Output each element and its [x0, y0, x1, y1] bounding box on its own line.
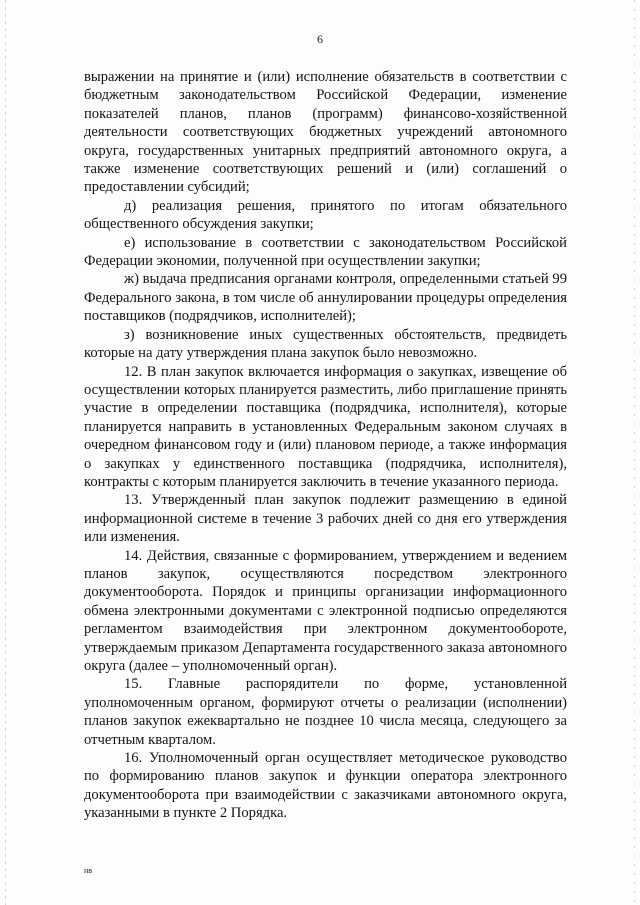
scan-edge-left	[5, 0, 6, 905]
scan-edge-right	[634, 0, 635, 905]
paragraph-clause-14: 14. Действия, связанные с формированием, утверждением и ведением планов закупок, осуществляются посредством электронного документооборота. Порядок и принципы организации информационного обмена электронными документами с электронной подписью определяются регламентом взаимодействия при электронном документообороте, утверждаемым приказом Департамента государственного заказа автономного округа (далее – уполномоченный орган).	[84, 547, 567, 674]
paragraph-item-d: д) реализация решения, принятого по итогам обязательного общественного обсуждения закупки;	[84, 197, 567, 233]
paragraph-clause-12: 12. В план закупок включается информация о закупках, извещение об осуществлении которых планируется разместить, либо приглашение принять участие в определении поставщика (подрядчика, исполнителя), которые планируется направить в установленных Федеральным законом случаях в очередном финансовом году и (или) плановом периоде, а также информация о закупках у единственного поставщика (подрядчика, исполнителя), контракты с которым планируется заключить в течение указанного периода.	[84, 363, 567, 490]
page-number: 6	[317, 32, 323, 46]
paragraph-clause-13: 13. Утвержденный план закупок подлежит размещению в единой информационной системе в течение 3 рабочих дней со дня его утверждения или изменения.	[84, 492, 567, 546]
paragraph-continuation: выражении на принятие и (или) исполнение обязательств в соответствии с бюджетным законодательством Российской Федерации, изменение показателей планов, планов (программ) финансово-хозяйственной деятельности соответствующих бюджетных учреждений автономного округа, государственных унитарных предприятий автономного округа, а также изменение соответствующих решений и (или) соглашений о предоставлении субсидий;	[84, 69, 567, 196]
paragraph-item-e: е) использование в соответствии с законодательством Российской Федерации экономии, полученной при осуществлении закупки;	[84, 234, 567, 270]
paragraph-clause-15: 15. Главные распорядители по форме, установленной уполномоченным органом, формируют отчеты о реализации (исполнении) планов закупок ежеквартально не позднее 10 числа месяца, следующего за отчетным кварталом.	[84, 676, 567, 748]
document-body	[84, 68, 567, 823]
paragraph-item-zh: ж) выдача предписания органами контроля, определенными статьей 99 Федерального закона, в том числе об аннулировании процедуры определения поставщиков (подрядчиков, исполнителей);	[84, 271, 567, 325]
paragraph-clause-16: 16. Уполномоченный орган осуществляет методическое руководство по формированию планов закупок и функции оператора электронного документооборота при взаимодействии с заказчиками автономного округа, указанными в пункте 2 Порядка.	[84, 750, 567, 822]
paragraph-item-z: з) возникновение иных существенных обстоятельств, предвидеть которые на дату утверждения плана закупок было невозможно.	[84, 326, 567, 362]
footer-initials: нв	[84, 866, 93, 875]
